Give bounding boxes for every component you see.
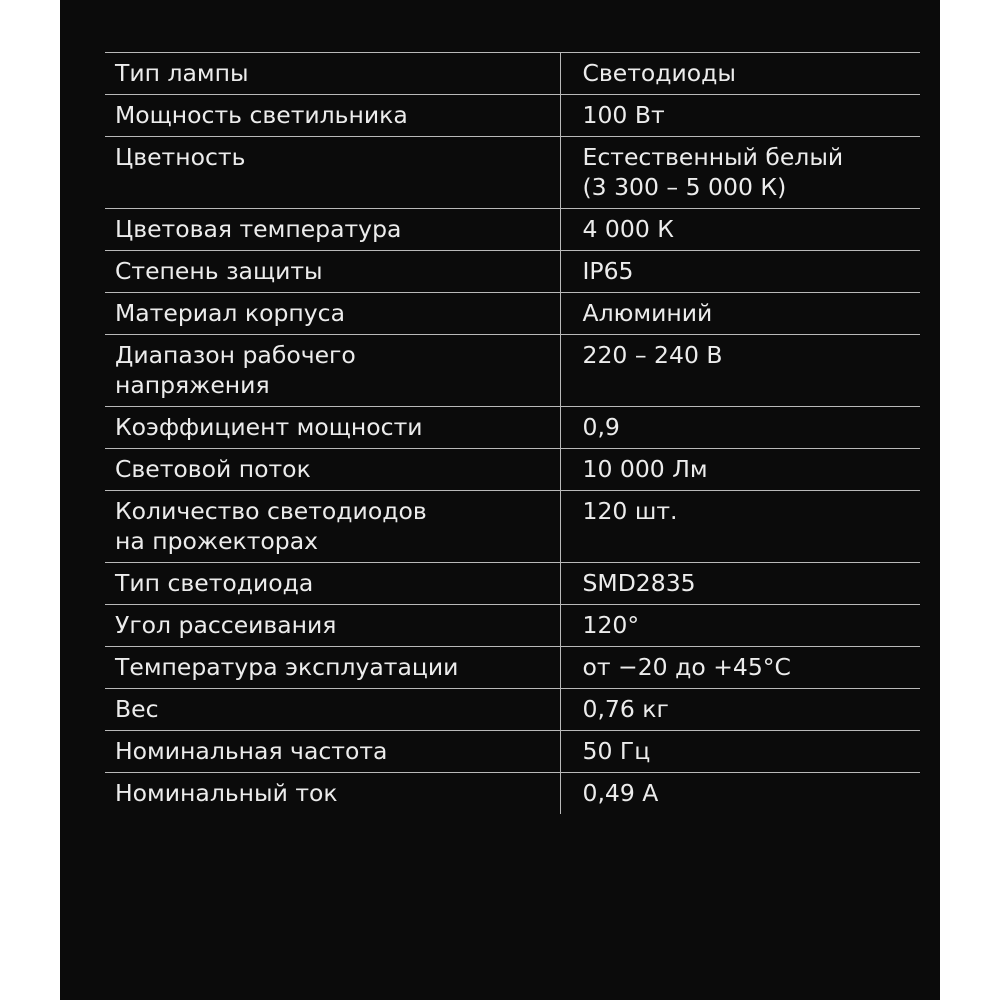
spec-row	[105, 647, 920, 689]
spec-row	[105, 449, 920, 491]
spec-row	[105, 251, 920, 293]
spec-row	[105, 53, 920, 95]
spec-row	[105, 95, 920, 137]
spec-param-label: Мощность светильника	[105, 95, 560, 137]
spec-value: 120 шт.	[560, 491, 920, 563]
spec-value: Алюминий	[560, 293, 920, 335]
spec-value: 0,76 кг	[560, 689, 920, 731]
spec-value: 0,9	[560, 407, 920, 449]
spec-row	[105, 137, 920, 209]
spec-param-label: Вес	[105, 689, 560, 731]
spec-row	[105, 563, 920, 605]
spec-table	[105, 52, 920, 814]
spec-row	[105, 689, 920, 731]
spec-row	[105, 407, 920, 449]
spec-param-label: Световой поток	[105, 449, 560, 491]
spec-value: Естественный белый (3 300 – 5 000 К)	[560, 137, 920, 209]
spec-param-label: Степень защиты	[105, 251, 560, 293]
spec-row	[105, 209, 920, 251]
spec-row	[105, 731, 920, 773]
spec-param-label: Номинальная частота	[105, 731, 560, 773]
spec-value: IP65	[560, 251, 920, 293]
spec-param-label: Диапазон рабочего напряжения	[105, 335, 560, 407]
spec-value: Светодиоды	[560, 53, 920, 95]
spec-table-body	[105, 53, 920, 815]
spec-param-label: Температура эксплуатации	[105, 647, 560, 689]
spec-row	[105, 293, 920, 335]
spec-value: 220 – 240 В	[560, 335, 920, 407]
spec-param-label: Тип лампы	[105, 53, 560, 95]
spec-row	[105, 335, 920, 407]
spec-value: 0,49 А	[560, 773, 920, 815]
spec-value: 4 000 К	[560, 209, 920, 251]
spec-row	[105, 605, 920, 647]
spec-value: SMD2835	[560, 563, 920, 605]
spec-value: 50 Гц	[560, 731, 920, 773]
spec-value: 10 000 Лм	[560, 449, 920, 491]
spec-param-label: Цветность	[105, 137, 560, 209]
spec-param-label: Угол рассеивания	[105, 605, 560, 647]
spec-param-label: Цветовая температура	[105, 209, 560, 251]
spec-param-label: Номинальный ток	[105, 773, 560, 815]
spec-value: от −20 до +45°C	[560, 647, 920, 689]
spec-param-label: Количество светодиодов на прожекторах	[105, 491, 560, 563]
spec-param-label: Тип светодиода	[105, 563, 560, 605]
spec-value: 100 Вт	[560, 95, 920, 137]
spec-row	[105, 491, 920, 563]
spec-param-label: Материал корпуса	[105, 293, 560, 335]
spec-value: 120°	[560, 605, 920, 647]
spec-param-label: Коэффициент мощности	[105, 407, 560, 449]
spec-row	[105, 773, 920, 815]
spec-sheet-panel	[60, 0, 940, 1000]
